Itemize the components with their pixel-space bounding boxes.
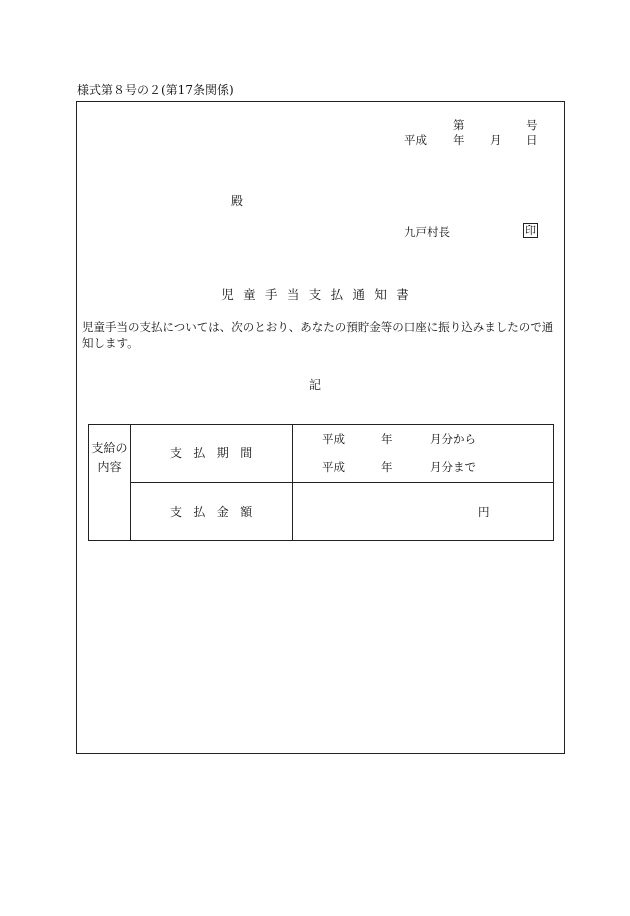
payment-details-table <box>88 424 554 541</box>
ki-heading: 記 <box>308 378 321 392</box>
period-to-era: 平成 <box>322 460 345 474</box>
document-number-suffix: 号 <box>526 118 538 132</box>
document-title: 児童手当支払通知書 <box>221 287 419 302</box>
amount-unit: 円 <box>478 505 490 519</box>
issuer-name: 九戸村長 <box>404 225 450 239</box>
payment-amount-label: 支払金額 <box>170 505 264 519</box>
form-number-label: 様式第８号の２(第17条関係) <box>77 83 234 97</box>
seal-stamp: 印 <box>525 224 536 237</box>
period-to-month: 月分まで <box>430 460 476 474</box>
recipient-honorific: 殿 <box>231 194 244 208</box>
date-day-label: 日 <box>526 133 538 147</box>
period-from-month: 月分から <box>430 432 476 446</box>
date-month-label: 月 <box>490 133 502 147</box>
notice-body-text: 児童手当の支払については、次のとおり、あなたの預貯金等の口座に振り込みましたので通知します。 <box>82 320 554 350</box>
table-side-label: 支給の内容 <box>91 441 128 474</box>
period-from-year: 年 <box>381 432 393 446</box>
date-year-label: 年 <box>453 133 465 147</box>
document-number-prefix: 第 <box>453 118 465 132</box>
payment-period-label: 支払期間 <box>170 446 264 460</box>
period-from-era: 平成 <box>322 432 345 446</box>
table-row-divider <box>130 482 553 483</box>
date-era: 平成 <box>404 133 427 147</box>
period-to-year: 年 <box>381 460 393 474</box>
